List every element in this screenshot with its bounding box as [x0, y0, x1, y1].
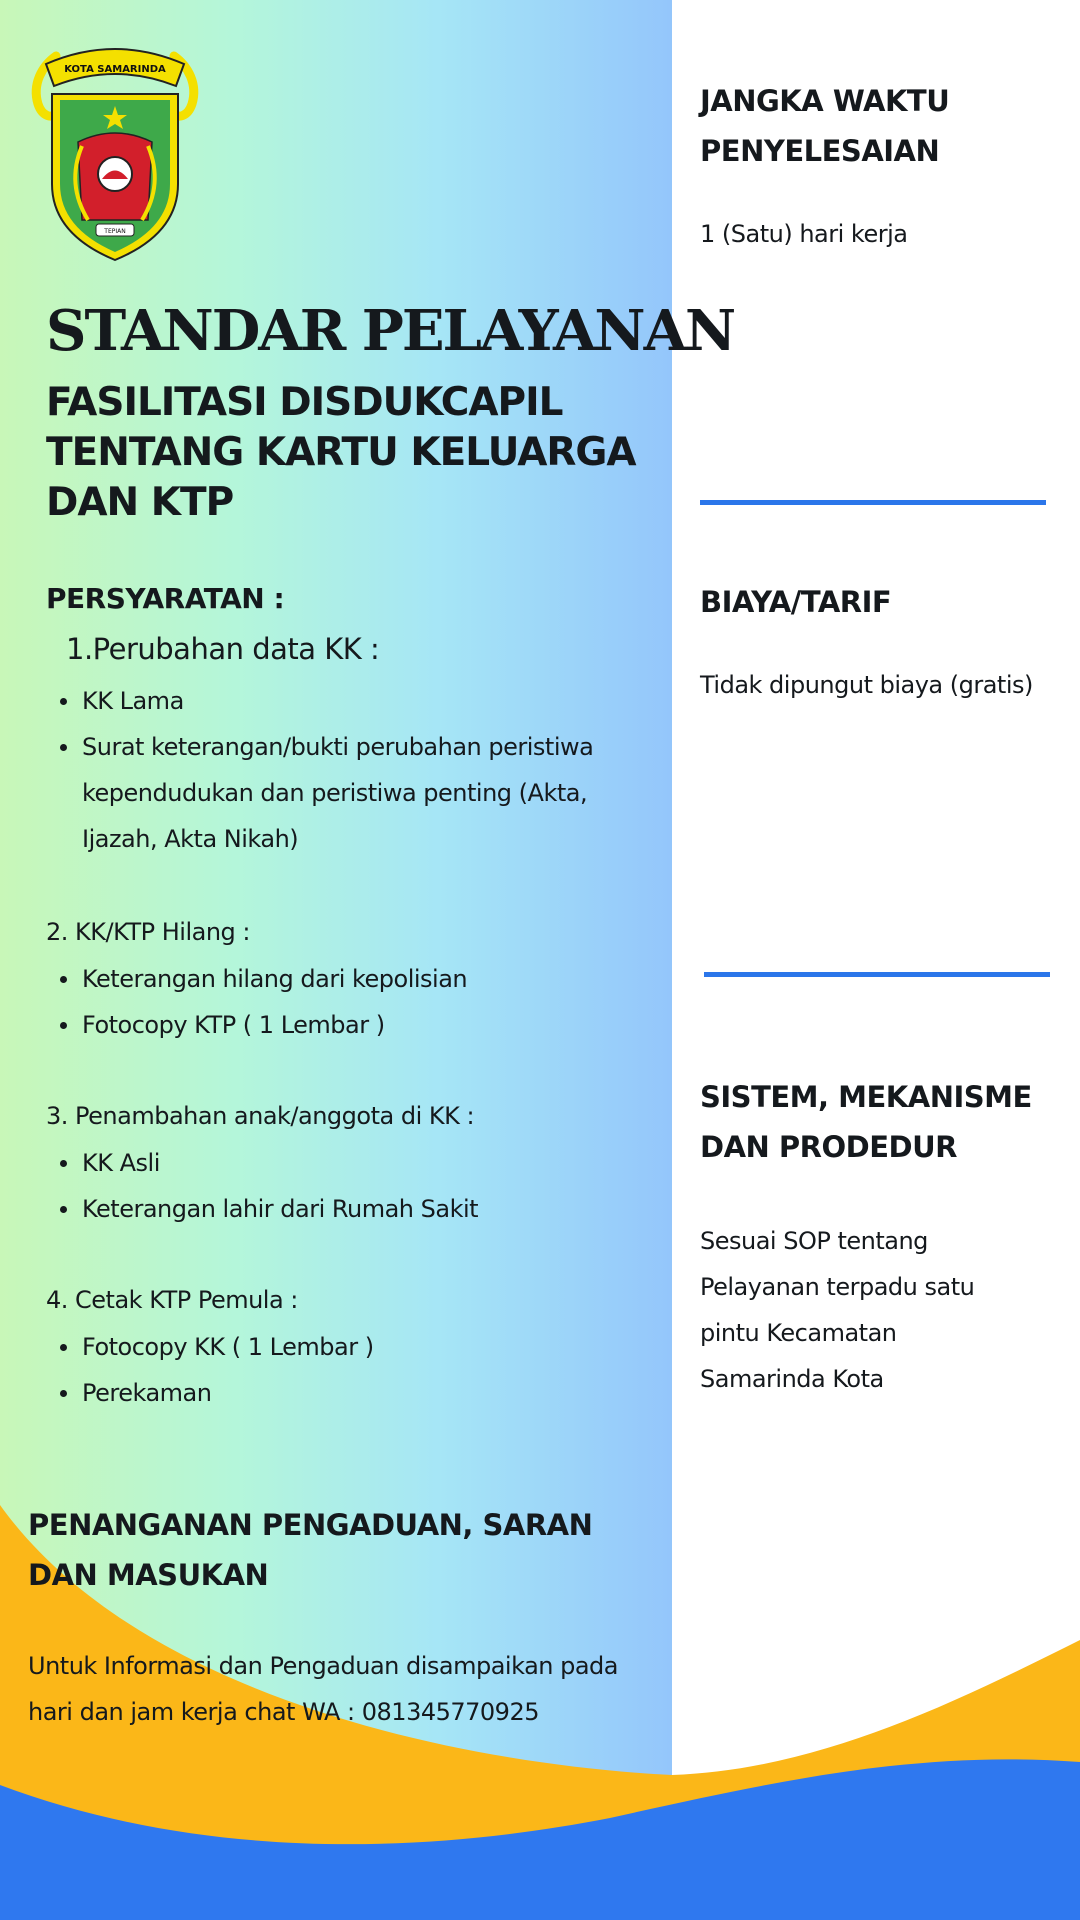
requirement-group-title: 4. Cetak KTP Pemula : — [46, 1286, 298, 1314]
requirement-list — [82, 1324, 374, 1416]
requirements-heading: PERSYARATAN : — [46, 582, 285, 615]
list-item: Fotocopy KK ( 1 Lembar ) — [82, 1324, 374, 1370]
procedure-heading: SISTEM, MEKANISME DAN PRODEDUR — [700, 1080, 1032, 1164]
list-item: KK Asli — [82, 1140, 478, 1186]
complaint-heading: PENANGANAN PENGADUAN, SARAN DAN MASUKAN — [28, 1508, 593, 1592]
list-item: KK Lama — [82, 678, 622, 724]
list-item: Fotocopy KTP ( 1 Lembar ) — [82, 1002, 467, 1048]
requirement-group-title: 1.Perubahan data KK : — [66, 632, 380, 666]
complaint-body: Untuk Informasi dan Pengaduan disampaikan pada hari dan jam kerja chat WA : 081345770925 — [28, 1652, 618, 1726]
requirement-list — [82, 956, 467, 1048]
section-divider — [700, 500, 1046, 505]
emblem-ribbon-text: KOTA SAMARINDA — [64, 64, 166, 75]
requirement-group-title: 3. Penambahan anak/anggota di KK : — [46, 1102, 475, 1130]
requirement-list — [82, 1140, 478, 1232]
list-item: Keterangan lahir dari Rumah Sakit — [82, 1186, 478, 1232]
subtitle: FASILITASI DISDUKCAPIL TENTANG KARTU KELUARGA DAN KTP — [46, 380, 636, 525]
requirement-list — [82, 678, 622, 862]
duration-body: 1 (Satu) hari kerja — [700, 220, 908, 248]
main-title: STANDAR PELAYANAN — [46, 298, 735, 364]
procedure-body: Sesuai SOP tentang Pelayanan terpadu satu pintu Kecamatan Samarinda Kota — [700, 1227, 975, 1393]
list-item: Keterangan hilang dari kepolisian — [82, 956, 467, 1002]
kota-samarinda-emblem — [26, 34, 204, 264]
cost-body: Tidak dipungut biaya (gratis) — [700, 671, 1033, 699]
emblem-scroll-text: TEPIAN — [104, 228, 126, 235]
requirement-group-title: 2. KK/KTP Hilang : — [46, 918, 250, 946]
list-item: Surat keterangan/bukti perubahan peristiwa kependudukan dan peristiwa penting (Akta, Ijazah, Akta Nikah) — [82, 724, 622, 862]
section-divider — [704, 972, 1050, 977]
list-item: Perekaman — [82, 1370, 374, 1416]
duration-heading: JANGKA WAKTU PENYELESAIAN — [700, 84, 950, 168]
cost-heading: BIAYA/TARIF — [700, 585, 892, 619]
